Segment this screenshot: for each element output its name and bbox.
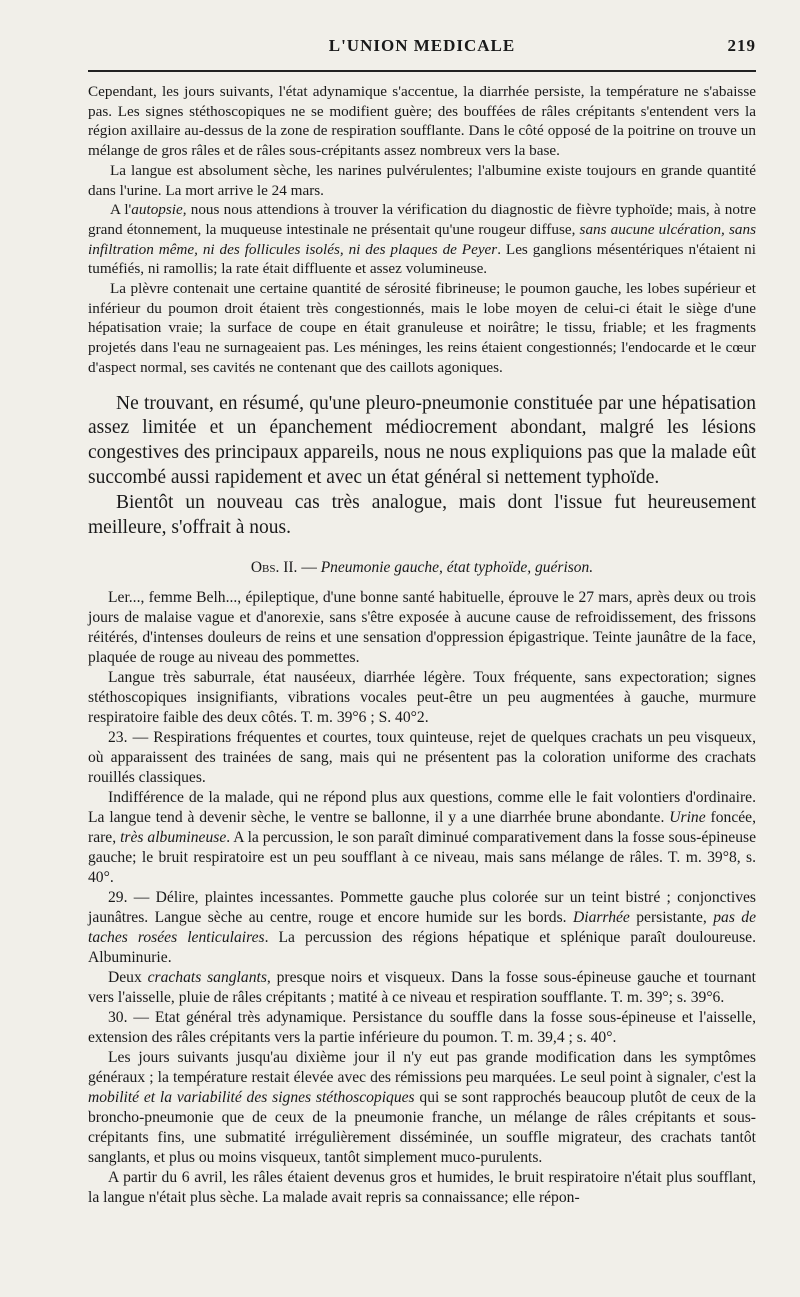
paragraph: Bientôt un nouveau cas très analogue, mais dont l'issue fut heureusement meilleure, s'offrait à nous. [88,491,756,538]
paragraph: Cependant, les jours suivants, l'état adynamique s'accentue, la diarrhée persiste, la température ne s'abaisse pas. Les signes stéthoscopiques ne se modifient guère; des bouffées de râles crépitants s'entendent vers la région axillaire au-dessus de la zone de respiration soufflante. Dans le côté opposé de la poitrine on trouve un mélange de gros râles et de râles sous-crépitants assez nombreux vers la base. [88,83,756,160]
header-rule [88,70,756,72]
text-run: foncée, rare, [88,809,756,847]
italic-run: sans aucune ulcération, sans infiltration même, ni des follicules isolés, ni des plaques de Peyer [88,220,756,258]
page-number: 219 [727,36,756,55]
observation-number: Obs. II. [250,559,298,577]
paragraph: 30. — Etat général très adynamique. Persistance du souffle dans la fosse sous-épineuse et l'aisselle, extension des râles crépitants vers la partie inférieure du poumon. T. m. 39,4 ; s. 40°. [88,1009,756,1047]
autopsy-paragraph [88,200,756,279]
italic-run: Urine [669,809,706,827]
paragraph: Ne trouvant, en résumé, qu'une pleuro-pneumonie constituée par une hépatisation assez limitée et un épanchement médiocrement abondant, malgré les lésions congestives des principaux appareils, nous ne nous expliquions pas que la malade eût succombé aussi rapidement et avec un état général si nettement typhoïde. [88,392,756,488]
intro-section [88,82,756,378]
italic-run: crachats sanglants [147,969,267,987]
running-header [88,30,756,60]
summary-section [88,392,756,541]
journal-title: L'UNION MEDICALE [328,36,516,55]
paragraph: La plèvre contenait une certaine quantité de sérosité fibrineuse; le poumon gauche, les lobes supérieur et inférieur du poumon droit étaient très congestionnés, mais le lobe moyen de celui-ci était le siège d'une hépatisation vraie; la surface de coupe en était granuleuse et noirâtre; le tissu, friable; et les fragments projetés dans l'eau ne surnageaient pas. Les méninges, les reins étaient congestionnés; l'endocarde et le cœur d'aspect normal, ses cavités ne contenant que des caillots agoniques. [88,280,756,376]
text-run: . La percussion des régions hépatique et splénique paraît douloureuse. Albuminurie. [88,929,756,967]
heading-dash: — [297,559,321,577]
paragraph [88,968,756,1008]
observation-body [88,588,756,1208]
observation-heading [88,558,756,578]
paragraph: A partir du 6 avril, les râles étaient devenus gros et humides, le bruit respiratoire n'était plus soufflant, la langue n'était plus sèche. La malade avait repris sa connaissance; elle répon- [88,1169,756,1207]
text-run: , presque noirs et visqueux. Dans la fosse sous-épineuse gauche et tournant vers l'aisselle, pluie de râles crépitants ; matité à ce niveau et respiration soufflante. T. m. 39°; s. 39°6. [88,969,756,1007]
paragraph: Ler..., femme Belh..., épileptique, d'une bonne santé habituelle, éprouve le 27 mars, après deux ou trois jours de malaise vague et d'anorexie, sans s'être exposée à aucune cause de refroidissement, des frissons réitérés, d'intenses douleurs de reins et une sensation d'oppression épigastrique. Teinte jaunâtre de la face, plaquée de rouge au niveau des pommettes. [88,589,756,667]
italic-run: Diarrhée [572,909,630,927]
paragraph: 23. — Respirations fréquentes et courtes, toux quinteuse, rejet de quelques crachats un peu visqueux, où apparaissent des trainées de sang, mais qui ne présentent pas la coloration uniforme des crachats rouillés classiques. [88,729,756,787]
paragraph: Langue très saburrale, état nauséeux, diarrhée légère. Toux fréquente, sans expectoration; signes stéthoscopiques insignifiants, vibrations vocales peut-être un peu augmentées à gauche, murmure respiratoire faible des deux côtés. T. m. 39°6 ; S. 40°2. [88,669,756,727]
text-run: persistante, [629,909,714,927]
paragraph [88,1048,756,1168]
italic-run: très albumineuse [120,829,227,847]
text-run: . A la percussion, le son paraît diminué comparativement dans la fosse sous-épineuse gauche; le bruit respiratoire est un peu soufflant à ce niveau, mais sans mélange de râles. T. m. 39°8, s. 40°. [88,829,756,887]
italic-run: autopsie [131,201,183,219]
text-run: . Les ganglions mésentériques n'étaient ni tuméfiés, ni ramollis; la rate était diffluente et assez volumineuse. [88,240,756,278]
text-run: Indifférence de la malade, qui ne répond plus aux questions, comme elle le fait volontiers d'ordinaire. La langue tend à devenir sèche, le ventre se ballonne, il y a une diarrhée brune abondante. [88,789,756,827]
italic-run: mobilité et la variabilité des signes stéthoscopiques [88,1089,415,1107]
paragraph [88,888,756,968]
observation-title: Pneumonie gauche, état typhoïde, guérison. [320,559,594,577]
paragraph: La langue est absolument sèche, les narines pulvérulentes; l'albumine existe toujours en grande quantité dans l'urine. La mort arrive le 24 mars. [88,161,756,199]
text-run: Deux [108,969,148,987]
text-run: , nous nous attendions à trouver la vérification du diagnostic de fièvre typhoïde; mais, à notre grand étonnement, la muqueuse intestinale ne présentait qu'une rougeur diffuse, [88,201,756,238]
text-run: qui se sont rapprochés beaucoup plutôt de ceux de la broncho-pneumonie que de ceux de la pneumonie franche, un mélange de râles crépitants et sous-crépitants fins, une submatité irrégulièrement disséminée, un souffle migrateur, des crachats tantôt sanglants, et plus ou moins visqueux, tantôt simplement muco-purulents. [88,1089,756,1167]
text-run: Les jours suivants jusqu'au dixième jour il n'y eut pas grande modification dans les symptômes généraux ; la température restait élevée avec des rémissions peu marquées. Le seul point à signaler, c'est la [88,1049,756,1087]
paragraph [88,788,756,888]
text-run: 29. — Délire, plaintes incessantes. Pommette gauche plus colorée sur un teint bistré ; conjonctives jaunâtres. Langue sèche au centre, rouge et encore humide sur les bords. [88,889,756,927]
italic-run: pas de taches rosées lenticulaires [88,909,757,947]
text-run: A l' [110,201,132,219]
